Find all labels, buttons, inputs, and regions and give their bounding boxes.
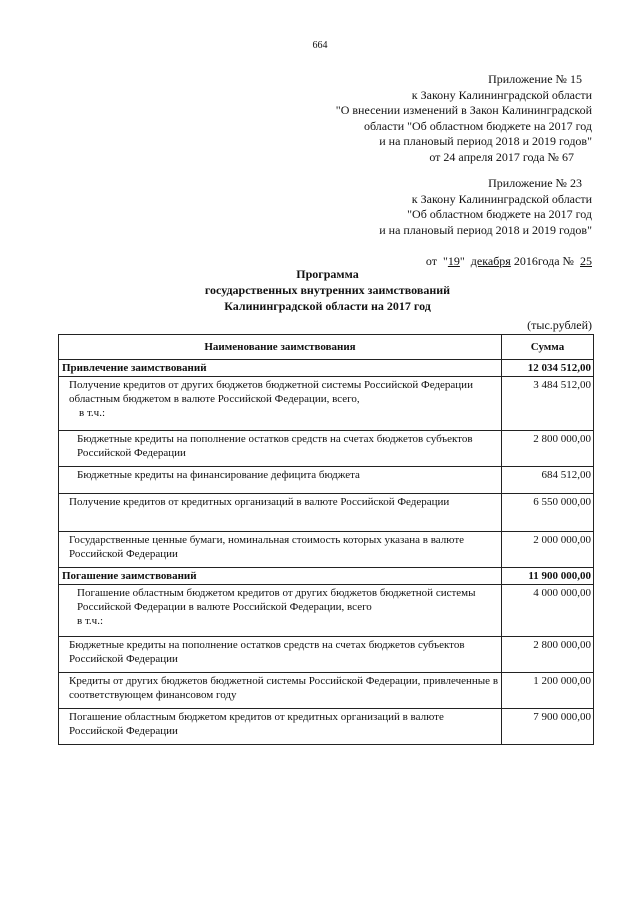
appendix-15-header bbox=[336, 72, 592, 165]
appendix-line: и на плановый период 2018 и 2019 годов" bbox=[379, 134, 592, 148]
law-number: 25 bbox=[580, 253, 592, 268]
row-sum: 12 034 512,00 bbox=[502, 360, 594, 377]
table-row bbox=[59, 673, 594, 709]
row-sum: 684 512,00 bbox=[502, 467, 594, 494]
appendix-line: и на плановый период 2018 и 2019 годов" bbox=[379, 222, 592, 237]
row-name: Погашение заимствований bbox=[59, 568, 502, 585]
row-note: в т.ч.: bbox=[79, 407, 106, 419]
row-sum: 6 550 000,00 bbox=[502, 494, 594, 532]
appendix-line: Приложение № 23 bbox=[488, 176, 582, 190]
row-name: Бюджетные кредиты на пополнение остатков средств на счетах бюджетов субъектов Российской Федерации bbox=[59, 637, 502, 673]
row-name: Получение кредитов от других бюджетов бюджетной системы Российской Федерации областным бюджетом в валюте Российской Федерации, всего, bbox=[69, 379, 473, 405]
table-header-row bbox=[59, 335, 594, 360]
row-sum: 3 484 512,00 bbox=[502, 377, 594, 431]
table-row bbox=[59, 494, 594, 532]
document-title bbox=[0, 266, 640, 314]
row-sum: 11 900 000,00 bbox=[502, 568, 594, 585]
units-label: (тыс.рублей) bbox=[527, 318, 592, 332]
table-row bbox=[59, 467, 594, 494]
row-sum: 4 000 000,00 bbox=[502, 585, 594, 637]
date-month: декабря bbox=[470, 253, 511, 268]
table-row bbox=[59, 568, 594, 585]
table-row bbox=[59, 532, 594, 568]
date-prefix: от " bbox=[425, 253, 448, 268]
title-line: Программа bbox=[296, 267, 359, 281]
row-name: Получение кредитов от кредитных организаций в валюте Российской Федерации bbox=[59, 494, 502, 532]
row-name-cell bbox=[59, 377, 502, 431]
table-row bbox=[59, 637, 594, 673]
row-name-cell bbox=[59, 585, 502, 637]
row-sum: 7 900 000,00 bbox=[502, 709, 594, 745]
date-year: 2016года № bbox=[510, 253, 580, 268]
row-name: Привлечение заимствований bbox=[59, 360, 502, 377]
appendix-line: к Закону Калининградской области bbox=[411, 87, 592, 102]
header-sum: Сумма bbox=[502, 335, 594, 360]
row-sum: 2 000 000,00 bbox=[502, 532, 594, 568]
page-number: 664 bbox=[312, 40, 328, 51]
title-line: Калининградской области на 2017 год bbox=[224, 299, 431, 313]
table-row bbox=[59, 431, 594, 467]
table-row bbox=[59, 709, 594, 745]
borrowing-table bbox=[58, 334, 594, 745]
row-name: Погашение областным бюджетом кредитов от других бюджетов бюджетной системы Российской Федерации в валюте Российской Федерации, всего bbox=[77, 587, 476, 613]
appendix-line: "Об областном бюджете на 2017 год bbox=[407, 207, 592, 221]
date-separator: " bbox=[459, 253, 471, 268]
appendix-line: "О внесении изменений в Закон Калининградской bbox=[335, 103, 592, 117]
row-name: Бюджетные кредиты на финансирование дефицита бюджета bbox=[59, 467, 502, 494]
row-name: Бюджетные кредиты на пополнение остатков средств на счетах бюджетов субъектов Российской Федерации bbox=[59, 431, 502, 467]
row-sum: 2 800 000,00 bbox=[502, 637, 594, 673]
table-row bbox=[59, 585, 594, 637]
row-sum: 2 800 000,00 bbox=[502, 431, 594, 467]
appendix-line: к Закону Калининградской области bbox=[411, 191, 592, 206]
table-row bbox=[59, 377, 594, 431]
row-name: Кредиты от других бюджетов бюджетной системы Российской Федерации, привлеченные в соответствующем финансовом году bbox=[59, 673, 502, 709]
title-line: государственных внутренних заимствований bbox=[204, 283, 451, 297]
row-note: в т.ч.: bbox=[77, 615, 104, 627]
appendix-line: области "Об областном бюджете на 2017 год bbox=[364, 118, 592, 133]
header-name: Наименование заимствования bbox=[59, 335, 502, 360]
appendix-line: Приложение № 15 bbox=[488, 72, 582, 86]
table-row bbox=[59, 360, 594, 377]
row-sum: 1 200 000,00 bbox=[502, 673, 594, 709]
row-name: Государственные ценные бумаги, номинальная стоимость которых указана в валюте Российской Федерации bbox=[59, 532, 502, 568]
appendix-line: от 24 апреля 2017 года № 67 bbox=[429, 149, 574, 164]
date-day: 19 bbox=[447, 253, 460, 268]
row-name: Погашение областным бюджетом кредитов от кредитных организаций в валюте Российской Федерации bbox=[59, 709, 502, 745]
